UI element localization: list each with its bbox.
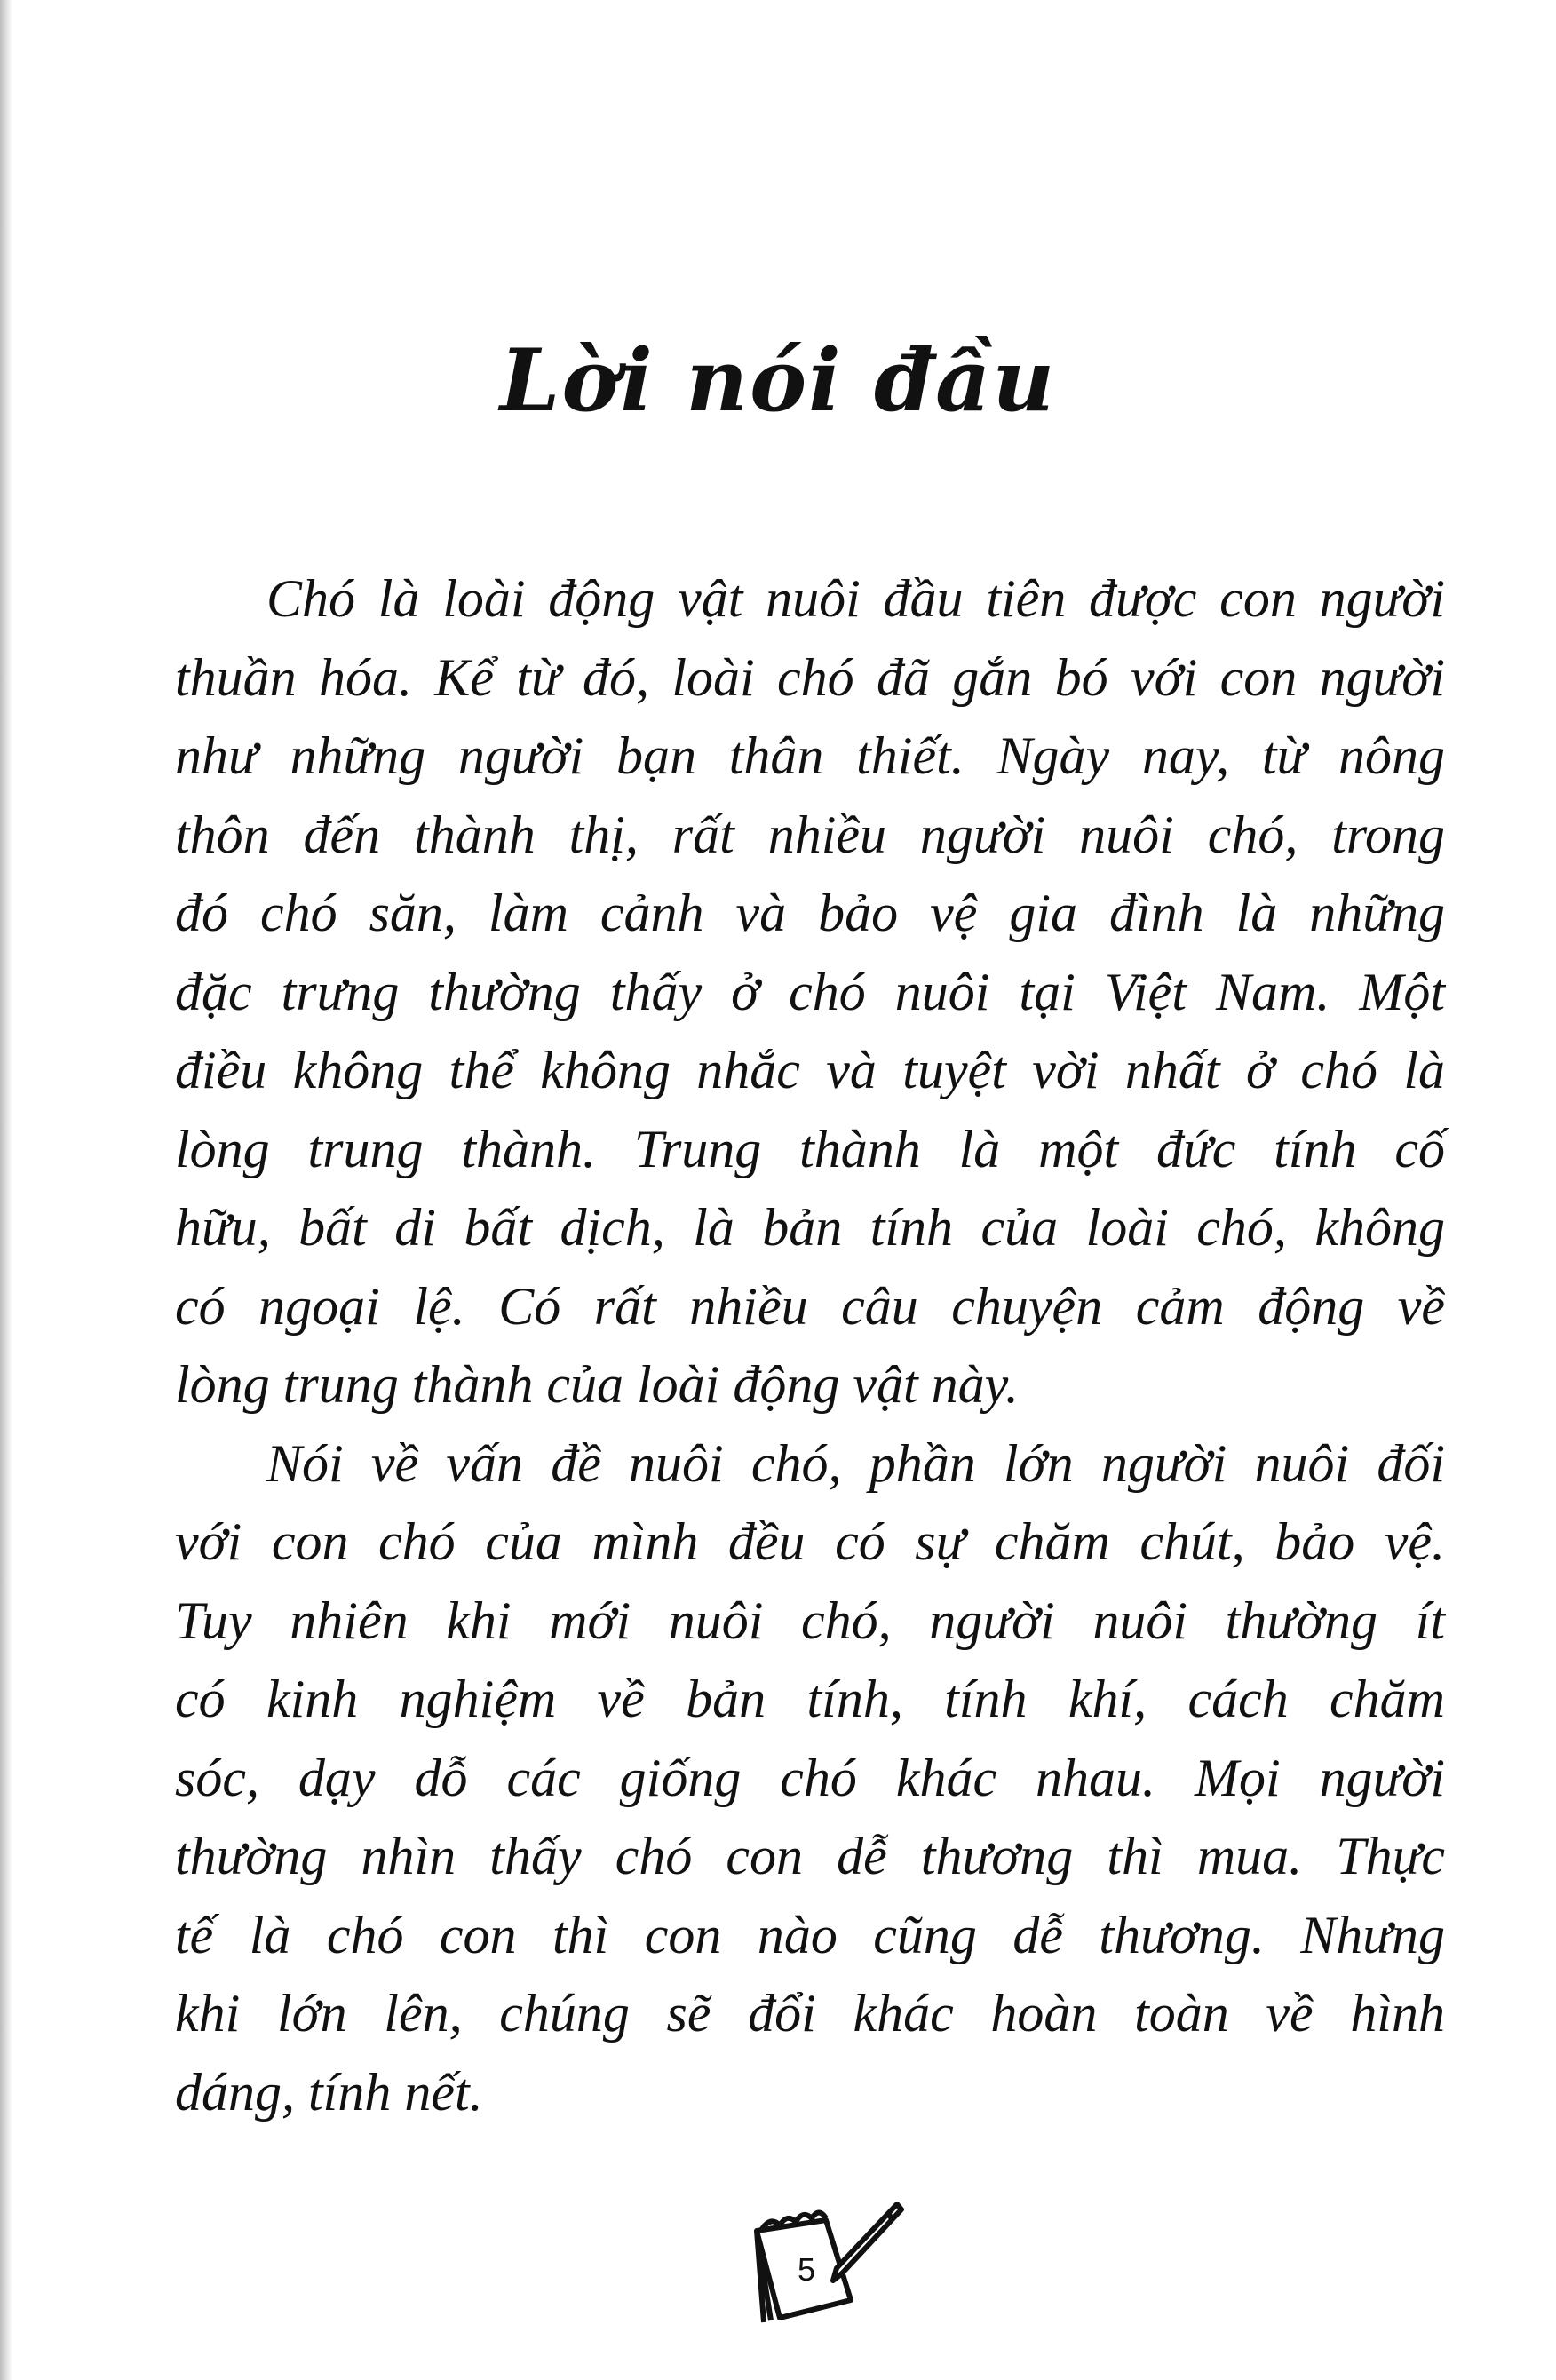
text-line: dáng, tính nết. [175,2062,483,2122]
page-number: 5 [798,2251,816,2288]
text-line: đó chó săn, làm cảnh và bảo vệ gia đình là những [175,884,1445,942]
text-line: thôn đến thành thị, rất nhiều người nuôi chó, trong [175,805,1445,864]
text-line: thường nhìn thấy chó con dễ thương thì mua. Thực [175,1827,1445,1885]
text-line: với con chó của mình đều có sự chăm chút, bảo vệ. [175,1512,1445,1571]
text-line: Chó là loài động vật nuôi đầu tiên được con người [266,569,1445,628]
notepad-pencil-icon [737,2176,915,2327]
text-line: Nói về vấn đề nuôi chó, phần lớn người nuôi đối [266,1433,1445,1493]
text-line: sóc, dạy dỗ các giống chó khác nhau. Mọi người [175,1748,1445,1807]
text-line: lòng trung thành. Trung thành là một đức tính cố [175,1119,1445,1178]
page-title: Lời nói đầu [499,330,1057,431]
text-line: khi lớn lên, chúng sẽ đổi khác hoàn toàn về hình [175,1984,1445,2043]
text-line: có kinh nghiệm về bản tính, tính khí, cách chăm [175,1670,1445,1728]
text-line: hữu, bất di bất dịch, là bản tính của loài chó, không [175,1198,1445,1257]
page-number-badge [737,2176,915,2327]
text-line: đặc trưng thường thấy ở chó nuôi tại Việt Nam. Một [175,962,1445,1021]
text-line: tế là chó con thì con nào cũng dễ thương. Nhưng [175,1905,1445,1964]
text-line: lòng trung thành của loài động vật này. [175,1355,1019,1414]
text-line: điều không thể không nhắc và tuyệt vời nhất ở chó là [175,1041,1445,1099]
text-line: Tuy nhiên khi mới nuôi chó, người nuôi thường ít [175,1591,1445,1650]
body-text [175,559,1445,2131]
text-line: thuần hóa. Kể từ đó, loài chó đã gắn bó với con người [175,647,1445,707]
text-line: như những người bạn thân thiết. Ngày nay, từ nông [175,726,1445,785]
text-line: có ngoại lệ. Có rất nhiều câu chuyện cảm động về [175,1276,1445,1336]
